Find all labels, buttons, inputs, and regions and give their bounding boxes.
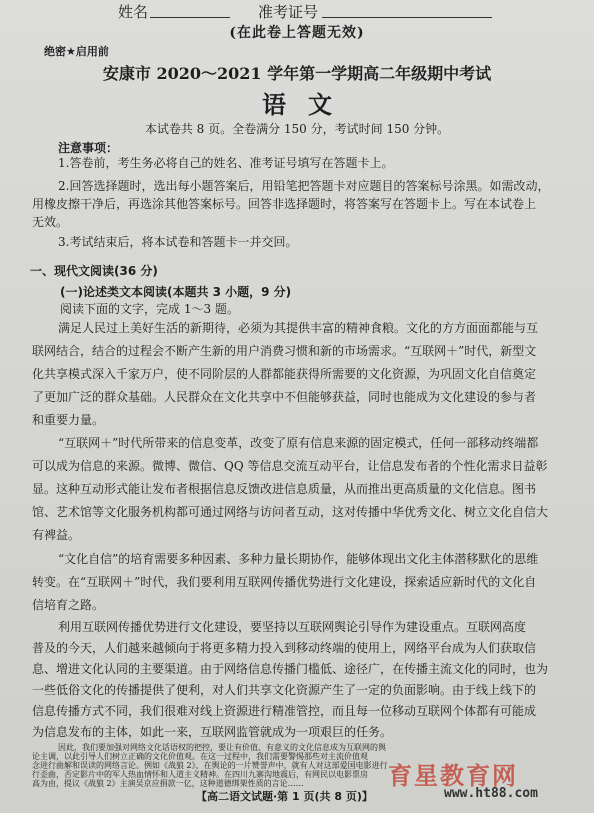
- passage-line: 和重要力量。: [32, 413, 105, 427]
- passage-line: 一些低俗文化的传播提供了便利，对人们共享文化资源产生了一定的负面影响。由于线上线下的: [32, 683, 537, 697]
- invalid-answer-note: (在此卷上答题无效): [229, 25, 365, 41]
- section-subheading: (一)论述类文本阅读(本题共 3 小题，9 分): [60, 285, 292, 299]
- passage-paragraph: [32, 743, 388, 788]
- notice-item: 1.答卷前，考生务必将自己的姓名、准考证号填写在答题卡上。: [58, 156, 394, 170]
- passage-paragraph: [32, 432, 548, 547]
- passage-line: 转变。在“互联网＋”时代，我们要利用互联网传播优势进行文化建设，探索适应新时代的文化自: [32, 575, 537, 589]
- name-underline: [150, 17, 230, 18]
- passage-line: 念进行曲解和误读的网络言论。例如《战狼 2》，在舆论的一片赞誉声中，就有人对这部爱国电影进行: [32, 761, 388, 770]
- notice-item: 无效。: [32, 215, 69, 229]
- passage-line: 因此，我们要加强对网络文化话语权的把控，要让有价值、有意义的文化信息成为互联网的舆: [58, 743, 386, 752]
- notice-item: 3.考试结束后，将本试卷和答题卡一并交回。: [58, 235, 298, 249]
- passage-line: 为信息发布的主体，如此一来，互联网监管就成为一项艰巨的任务。: [32, 725, 393, 739]
- exam-number-label: 准考证号: [258, 3, 319, 21]
- passage-line: 论主调，以此引导人们树立正确的文化价值观。在这一过程中，我们需要警惕那些对主流价值观: [32, 752, 368, 761]
- passage-line: 普及的今天，人们越来越倾向于将更多精力投入到移动终端的使用上，网络平台成为人们获取信: [32, 641, 537, 655]
- name-label: 姓名: [118, 3, 149, 21]
- passage-line: 联网结合，结合的过程会不断产生新的用户消费习惯和新的市场需求。“互联网＋”时代，新型文: [32, 344, 537, 358]
- passage-line: 利用互联网传播优势进行文化建设，要坚持以互联网舆论引导作为建设重点。互联网高度: [58, 620, 527, 634]
- passage-line: “互联网＋”时代所带来的信息变革，改变了原有信息来源的固定模式，任何一部移动终端都: [58, 436, 539, 450]
- secret-mark: 绝密★启用前: [44, 45, 109, 58]
- exam-info: 本试卷共 8 页。全卷满分 150 分，考试时间 150 分钟。: [144, 122, 450, 136]
- passage-line: 可以成为信息的来源。微博、微信、QQ 等信息交流互动平台，让信息发布者的个性化需求日益彰: [32, 459, 548, 473]
- passage-line: 信培育之路。: [32, 598, 105, 612]
- exam-number-underline: [322, 17, 492, 18]
- passage-line: 有裨益。: [32, 528, 81, 542]
- passage-line: 行歪曲，否定影片中的军人热血情怀和人道主义精神。在四川九寨沟地震后，有网民以电影票房: [32, 770, 368, 779]
- passage-line: “文化自信”的培育需要多种因素、多种力量长期协作，能够体现出文化主体潜移默化的思维: [58, 552, 539, 566]
- passage-line: 高为由，提议《战狼 2》主演吴京应捐款一亿，这种道德绑架性质的言论……: [32, 779, 304, 788]
- watermark-url: www.ht88.com: [444, 786, 538, 801]
- passage-line: 显。这种互动形式能让发布者根据信息反馈改进信息质量，从而推出更高质量的文化信息。图书: [32, 482, 537, 496]
- header-fields: [0, 0, 594, 22]
- passage-line: 馆、艺术馆等文化服务机构都可通过网络与访问者互动，这对传播中华优秀文化、树立文化自信大: [32, 505, 549, 519]
- page-footer: 【高二语文试题·第 1 页(共 8 页)】: [196, 790, 373, 803]
- notice-item: 2.回答选择题时，选出每小题答案后，用铅笔把答题卡对应题目的答案标号涂黑。如需改动，: [58, 179, 550, 193]
- passage-paragraph: [32, 617, 548, 743]
- subject-title: 语文: [262, 91, 354, 119]
- exam-title: 安康市 2020～2021 学年第一学期高二年级期中考试: [102, 64, 492, 83]
- reading-instruction: 阅读下面的文字，完成 1～3 题。: [60, 302, 239, 316]
- passage-paragraph: [32, 548, 538, 617]
- passage-line: 信息传播方式不同，我们很难对线上资源进行精准管控，而且每一位移动互联网个体都有可能成: [32, 704, 537, 718]
- passage-paragraph: [32, 317, 538, 432]
- passage-line: 了更加广泛的群众基础。人民群众在文化共享中不但能够获益，同时也能成为文化建设的参与者: [32, 390, 537, 404]
- passage-line: 化共享模式深入千家万户，使不同阶层的人群都能获得所需要的文化资源，为巩固文化自信奠定: [32, 367, 537, 381]
- notice-heading: 注意事项：: [58, 141, 119, 155]
- watermark-brand: 育星教育网: [388, 762, 518, 790]
- passage-line: 息、增进文化认同的主要渠道。由于网络信息传播门槛低、途径广，在传播主流文化的同时，也为: [32, 662, 549, 676]
- notice-item: 用橡皮擦干净后，再选涂其他答案标号。回答非选择题时，将答案写在答题卡上。写在本试卷上: [32, 197, 537, 211]
- section-heading: 一、现代文阅读(36 分): [30, 264, 158, 278]
- passage-line: 满足人民过上美好生活的新期待，必须为其提供丰富的精神食粮。文化的方方面面都能与互: [58, 321, 539, 335]
